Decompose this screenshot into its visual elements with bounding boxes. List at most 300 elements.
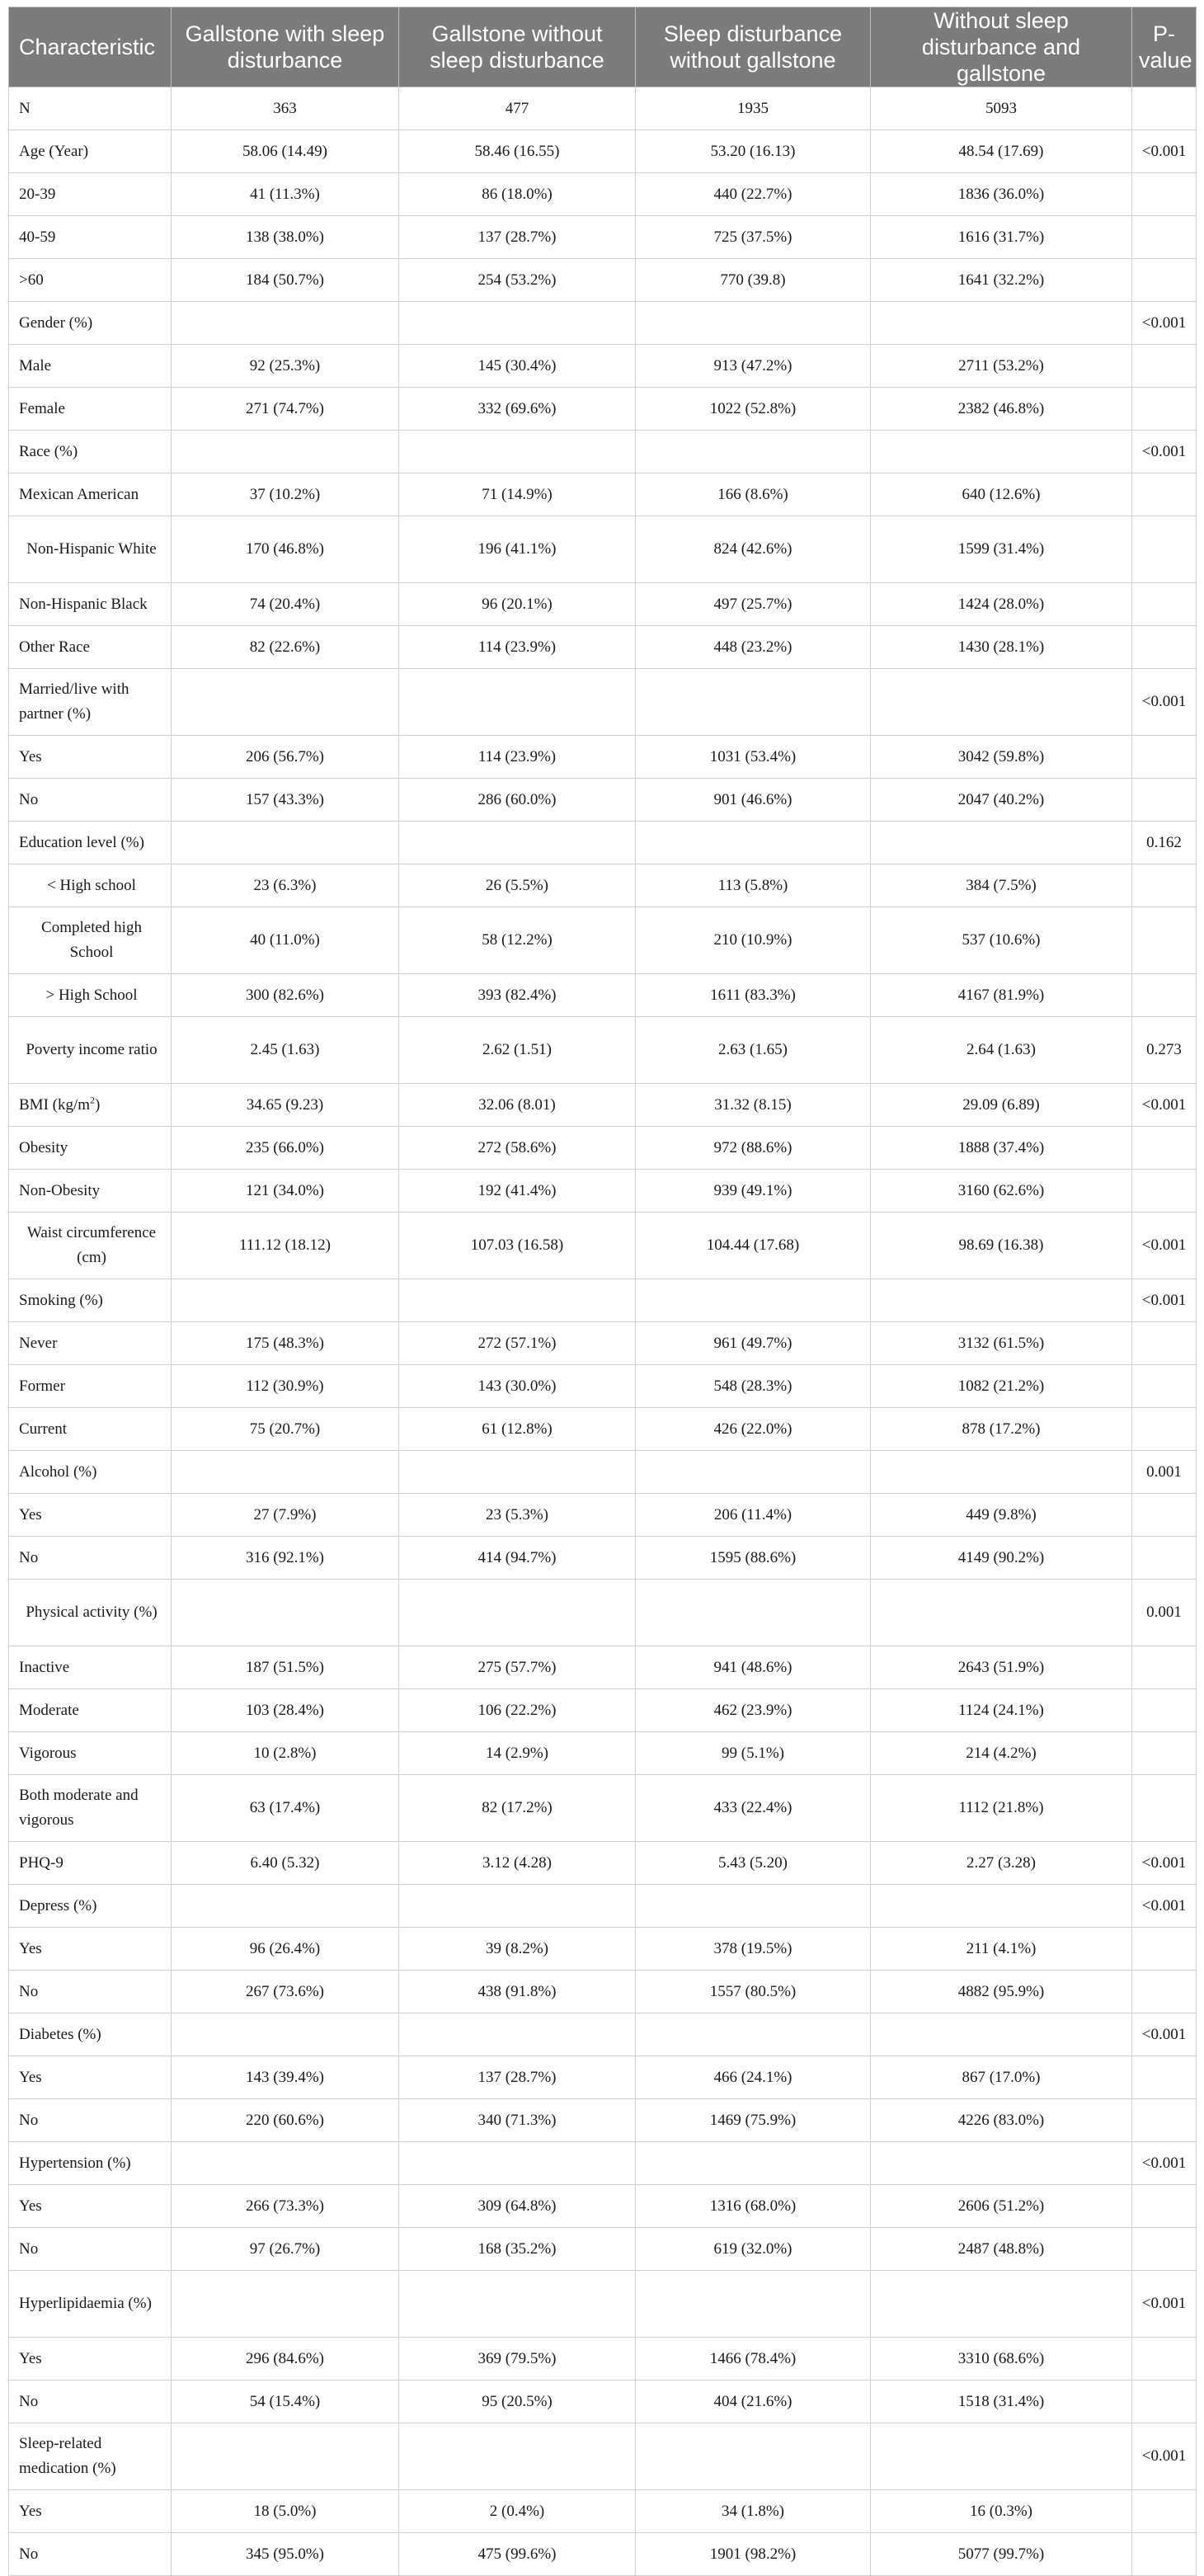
value-cell-v3: 1901 (98.2%)	[636, 2533, 871, 2576]
table-row	[9, 431, 1197, 473]
p-value-cell: <0.001	[1132, 2142, 1197, 2185]
row-label-text: Married/live with partner (%)	[19, 680, 129, 723]
value-cell-v1: 138 (38.0%)	[172, 216, 399, 259]
value-cell-v4: 16 (0.3%)	[871, 2490, 1132, 2533]
value-cell-v2	[399, 822, 636, 864]
value-cell-v1	[172, 1885, 399, 1928]
row-label	[9, 87, 172, 130]
p-value-cell	[1132, 1971, 1197, 2013]
table-row	[9, 779, 1197, 822]
value-cell-v4: 2382 (46.8%)	[871, 388, 1132, 431]
table-row	[9, 1971, 1197, 2013]
value-cell-v3: 462 (23.9%)	[636, 1689, 871, 1732]
row-label	[9, 216, 172, 259]
value-cell-v1: 2.45 (1.63)	[172, 1017, 399, 1084]
table-row	[9, 1494, 1197, 1537]
value-cell-v2	[399, 1279, 636, 1322]
row-label-text: Obesity	[19, 1138, 68, 1156]
value-cell-v4: 878 (17.2%)	[871, 1408, 1132, 1451]
row-label	[9, 2142, 172, 2185]
row-label	[9, 822, 172, 864]
characteristics-table	[8, 7, 1197, 2576]
table-row	[9, 1689, 1197, 1732]
value-cell-v3: 1469 (75.9%)	[636, 2099, 871, 2142]
p-value-cell	[1132, 2056, 1197, 2099]
row-label-text: Hypertension (%)	[19, 2154, 131, 2172]
value-cell-v4: 640 (12.6%)	[871, 473, 1132, 516]
value-cell-v3: 5.43 (5.20)	[636, 1842, 871, 1885]
value-cell-v3	[636, 2423, 871, 2490]
p-value-cell	[1132, 583, 1197, 626]
row-label-text: Non-Obesity	[19, 1181, 101, 1199]
value-cell-v4: 4167 (81.9%)	[871, 974, 1132, 1017]
value-cell-v2: 26 (5.5%)	[399, 864, 636, 907]
row-label-text: < High school	[47, 876, 136, 894]
row-label	[9, 1775, 172, 1842]
value-cell-v3: 939 (49.1%)	[636, 1170, 871, 1213]
value-cell-v2: 272 (58.6%)	[399, 1127, 636, 1170]
row-label-text: 40-59	[19, 228, 56, 246]
value-cell-v2: 86 (18.0%)	[399, 173, 636, 216]
value-cell-v4: 1836 (36.0%)	[871, 173, 1132, 216]
table-row	[9, 1451, 1197, 1494]
value-cell-v4: 4882 (95.9%)	[871, 1971, 1132, 2013]
table-row	[9, 2185, 1197, 2228]
row-label	[9, 1170, 172, 1213]
value-cell-v1: 266 (73.3%)	[172, 2185, 399, 2228]
table-row	[9, 1279, 1197, 1322]
p-value-cell: <0.001	[1132, 1279, 1197, 1322]
row-label-text: Physical activity (%)	[26, 1604, 158, 1621]
value-cell-v3: 99 (5.1%)	[636, 1732, 871, 1775]
row-label-text: Current	[19, 1420, 68, 1438]
value-cell-v1: 112 (30.9%)	[172, 1365, 399, 1408]
value-cell-v1: 187 (51.5%)	[172, 1646, 399, 1689]
row-label-text: Smoking (%)	[19, 1291, 103, 1309]
value-cell-v3: 113 (5.8%)	[636, 864, 871, 907]
row-label-text: No	[19, 2392, 39, 2410]
value-cell-v4: 1518 (31.4%)	[871, 2381, 1132, 2423]
value-cell-v1: 6.40 (5.32)	[172, 1842, 399, 1885]
header-characteristic: Characteristic	[9, 7, 172, 87]
value-cell-v2: 2.62 (1.51)	[399, 1017, 636, 1084]
p-value-cell	[1132, 1170, 1197, 1213]
value-cell-v1: 271 (74.7%)	[172, 388, 399, 431]
table-row	[9, 1365, 1197, 1408]
p-value-cell: <0.001	[1132, 431, 1197, 473]
header-gallstone-with-sleep: Gallstone with sleep disturbance	[172, 7, 399, 87]
row-label-text: Gender (%)	[19, 313, 93, 332]
table-row	[9, 1580, 1197, 1646]
value-cell-v1: 345 (95.0%)	[172, 2533, 399, 2576]
value-cell-v4	[871, 822, 1132, 864]
row-label-text: 20-39	[19, 185, 56, 203]
value-cell-v3: 961 (49.7%)	[636, 1322, 871, 1365]
row-label-text: Education level (%)	[19, 833, 144, 851]
value-cell-v3: 31.32 (8.15)	[636, 1084, 871, 1127]
row-label	[9, 516, 172, 583]
p-value-cell	[1132, 388, 1197, 431]
row-label-text: Sleep-related medication (%)	[19, 2435, 116, 2477]
row-label	[9, 2099, 172, 2142]
value-cell-v4: 1112 (21.8%)	[871, 1775, 1132, 1842]
table-row	[9, 2490, 1197, 2533]
value-cell-v3: 972 (88.6%)	[636, 1127, 871, 1170]
row-label-text: > High School	[45, 986, 138, 1004]
row-label	[9, 669, 172, 736]
p-value-cell	[1132, 1646, 1197, 1689]
value-cell-v2: 414 (94.7%)	[399, 1537, 636, 1580]
value-cell-v3	[636, 1279, 871, 1322]
p-value-cell	[1132, 1494, 1197, 1537]
p-value-cell: <0.001	[1132, 1885, 1197, 1928]
value-cell-v2: 82 (17.2%)	[399, 1775, 636, 1842]
row-label-text: PHQ-9	[19, 1853, 63, 1872]
value-cell-v1: 92 (25.3%)	[172, 345, 399, 388]
p-value-cell	[1132, 2338, 1197, 2381]
value-cell-v3: 440 (22.7%)	[636, 173, 871, 216]
value-cell-v2: 192 (41.4%)	[399, 1170, 636, 1213]
value-cell-v1	[172, 1279, 399, 1322]
value-cell-v4: 384 (7.5%)	[871, 864, 1132, 907]
table-row	[9, 1732, 1197, 1775]
value-cell-v4: 29.09 (6.89)	[871, 1084, 1132, 1127]
value-cell-v3: 206 (11.4%)	[636, 1494, 871, 1537]
p-value-cell	[1132, 1322, 1197, 1365]
value-cell-v1: 235 (66.0%)	[172, 1127, 399, 1170]
value-cell-v4: 214 (4.2%)	[871, 1732, 1132, 1775]
value-cell-v1	[172, 1580, 399, 1646]
value-cell-v3	[636, 2013, 871, 2056]
p-value-cell	[1132, 779, 1197, 822]
p-value-cell	[1132, 173, 1197, 216]
value-cell-v2: 477	[399, 87, 636, 130]
value-cell-v1: 175 (48.3%)	[172, 1322, 399, 1365]
value-cell-v3: 913 (47.2%)	[636, 345, 871, 388]
value-cell-v4: 1430 (28.1%)	[871, 626, 1132, 669]
row-label	[9, 736, 172, 779]
table-row	[9, 2056, 1197, 2099]
row-label-text: Diabetes (%)	[19, 2025, 101, 2043]
value-cell-v4: 1616 (31.7%)	[871, 216, 1132, 259]
value-cell-v2	[399, 302, 636, 345]
p-value-cell	[1132, 473, 1197, 516]
row-label-text: No	[19, 1548, 39, 1566]
value-cell-v3: 548 (28.3%)	[636, 1365, 871, 1408]
value-cell-v4	[871, 2423, 1132, 2490]
row-label-text: Yes	[19, 1939, 42, 1957]
value-cell-v4: 449 (9.8%)	[871, 1494, 1132, 1537]
table-row	[9, 864, 1197, 907]
value-cell-v4	[871, 1279, 1132, 1322]
value-cell-v4	[871, 669, 1132, 736]
p-value-cell	[1132, 1732, 1197, 1775]
value-cell-v1: 54 (15.4%)	[172, 2381, 399, 2423]
value-cell-v2: 196 (41.1%)	[399, 516, 636, 583]
row-label	[9, 1842, 172, 1885]
p-value-cell	[1132, 1365, 1197, 1408]
table-row	[9, 87, 1197, 130]
value-cell-v1: 34.65 (9.23)	[172, 1084, 399, 1127]
row-label-text: Inactive	[19, 1658, 70, 1676]
value-cell-v3: 1557 (80.5%)	[636, 1971, 871, 2013]
value-cell-v4: 2643 (51.9%)	[871, 1646, 1132, 1689]
table-row	[9, 302, 1197, 345]
row-label-text: Yes	[19, 2349, 42, 2367]
table-row	[9, 1885, 1197, 1928]
row-label-text: Vigorous	[19, 1744, 77, 1762]
row-label	[9, 2228, 172, 2271]
table-row	[9, 1646, 1197, 1689]
p-value-cell	[1132, 974, 1197, 1017]
row-label-text: No	[19, 790, 39, 808]
table-row	[9, 1170, 1197, 1213]
row-label-text: Non-Hispanic White	[26, 540, 157, 558]
value-cell-v2: 438 (91.8%)	[399, 1971, 636, 2013]
value-cell-v3: 1611 (83.3%)	[636, 974, 871, 1017]
row-label	[9, 864, 172, 907]
p-value-cell	[1132, 2099, 1197, 2142]
table-row	[9, 1775, 1197, 1842]
row-label-text: Race (%)	[19, 442, 78, 460]
value-cell-v2: 114 (23.9%)	[399, 626, 636, 669]
value-cell-v2: 95 (20.5%)	[399, 2381, 636, 2423]
row-label-text: Other Race	[19, 638, 90, 656]
row-label	[9, 1928, 172, 1971]
row-label	[9, 1084, 172, 1127]
value-cell-v1: 267 (73.6%)	[172, 1971, 399, 2013]
value-cell-v4: 2.27 (3.28)	[871, 1842, 1132, 1885]
row-label-text: Non-Hispanic Black	[19, 595, 148, 613]
row-label-superscript: 2	[90, 1094, 96, 1106]
value-cell-v1: 121 (34.0%)	[172, 1170, 399, 1213]
row-label	[9, 2533, 172, 2576]
p-value-cell: 0.001	[1132, 1580, 1197, 1646]
p-value-cell: <0.001	[1132, 2423, 1197, 2490]
value-cell-v4: 1599 (31.4%)	[871, 516, 1132, 583]
p-value-cell: <0.001	[1132, 130, 1197, 173]
row-label	[9, 626, 172, 669]
table-row	[9, 345, 1197, 388]
row-label-text: Yes	[19, 2502, 42, 2520]
table-row	[9, 1842, 1197, 1885]
value-cell-v3: 1031 (53.4%)	[636, 736, 871, 779]
value-cell-v2: 106 (22.2%)	[399, 1689, 636, 1732]
row-label-text: Yes	[19, 2197, 42, 2215]
p-value-cell	[1132, 1928, 1197, 1971]
row-label	[9, 1017, 172, 1084]
value-cell-v3	[636, 1885, 871, 1928]
p-value-cell	[1132, 1127, 1197, 1170]
table-row	[9, 1322, 1197, 1365]
row-label-suffix: )	[95, 1095, 101, 1114]
row-label-text: Former	[19, 1377, 65, 1395]
row-label-text: No	[19, 2111, 39, 2129]
row-label	[9, 1213, 172, 1279]
value-cell-v3	[636, 431, 871, 473]
table-row	[9, 2381, 1197, 2423]
table-row	[9, 2142, 1197, 2185]
p-value-cell	[1132, 736, 1197, 779]
row-label-text: Mexican American	[19, 485, 139, 503]
value-cell-v3: 770 (39.8)	[636, 259, 871, 302]
p-value-cell: <0.001	[1132, 2013, 1197, 2056]
row-label	[9, 2056, 172, 2099]
table-row	[9, 626, 1197, 669]
value-cell-v1: 40 (11.0%)	[172, 907, 399, 974]
value-cell-v3: 619 (32.0%)	[636, 2228, 871, 2271]
value-cell-v4	[871, 2271, 1132, 2338]
value-cell-v4	[871, 2142, 1132, 2185]
value-cell-v1	[172, 822, 399, 864]
table-row	[9, 583, 1197, 626]
p-value-cell: <0.001	[1132, 1084, 1197, 1127]
value-cell-v2	[399, 431, 636, 473]
table-row	[9, 1928, 1197, 1971]
value-cell-v1: 18 (5.0%)	[172, 2490, 399, 2533]
value-cell-v1: 97 (26.7%)	[172, 2228, 399, 2271]
value-cell-v1	[172, 2013, 399, 2056]
value-cell-v3: 1316 (68.0%)	[636, 2185, 871, 2228]
value-cell-v3: 824 (42.6%)	[636, 516, 871, 583]
value-cell-v2: 58 (12.2%)	[399, 907, 636, 974]
table-row	[9, 1127, 1197, 1170]
value-cell-v2: 275 (57.7%)	[399, 1646, 636, 1689]
p-value-cell: <0.001	[1132, 1842, 1197, 1885]
value-cell-v1: 206 (56.7%)	[172, 736, 399, 779]
value-cell-v3: 497 (25.7%)	[636, 583, 871, 626]
value-cell-v1	[172, 1451, 399, 1494]
p-value-cell	[1132, 864, 1197, 907]
value-cell-v2: 272 (57.1%)	[399, 1322, 636, 1365]
value-cell-v4	[871, 302, 1132, 345]
p-value-cell	[1132, 516, 1197, 583]
value-cell-v1: 10 (2.8%)	[172, 1732, 399, 1775]
value-cell-v2: 3.12 (4.28)	[399, 1842, 636, 1885]
value-cell-v1: 75 (20.7%)	[172, 1408, 399, 1451]
table-row	[9, 216, 1197, 259]
header-p-value: P-value	[1132, 7, 1197, 87]
value-cell-v3: 1595 (88.6%)	[636, 1537, 871, 1580]
value-cell-v4: 1424 (28.0%)	[871, 583, 1132, 626]
row-label	[9, 1322, 172, 1365]
value-cell-v4	[871, 2013, 1132, 2056]
row-label	[9, 130, 172, 173]
table-row	[9, 2533, 1197, 2576]
value-cell-v1: 170 (46.8%)	[172, 516, 399, 583]
value-cell-v2	[399, 669, 636, 736]
p-value-cell	[1132, 907, 1197, 974]
row-label-text: Yes	[19, 2068, 42, 2086]
value-cell-v2: 61 (12.8%)	[399, 1408, 636, 1451]
row-label	[9, 1365, 172, 1408]
value-cell-v1: 296 (84.6%)	[172, 2338, 399, 2381]
p-value-cell	[1132, 2228, 1197, 2271]
value-cell-v3: 378 (19.5%)	[636, 1928, 871, 1971]
p-value-cell	[1132, 2533, 1197, 2576]
value-cell-v4: 3042 (59.8%)	[871, 736, 1132, 779]
table-body	[9, 87, 1197, 2576]
value-cell-v1	[172, 2271, 399, 2338]
table-row	[9, 516, 1197, 583]
row-label-text: BMI (kg/m	[19, 1095, 91, 1114]
table-row	[9, 907, 1197, 974]
p-value-cell: <0.001	[1132, 2271, 1197, 2338]
value-cell-v3	[636, 1451, 871, 1494]
value-cell-v3: 426 (22.0%)	[636, 1408, 871, 1451]
value-cell-v2: 145 (30.4%)	[399, 345, 636, 388]
value-cell-v3: 166 (8.6%)	[636, 473, 871, 516]
value-cell-v4: 5093	[871, 87, 1132, 130]
value-cell-v3: 2.63 (1.65)	[636, 1017, 871, 1084]
table-row	[9, 822, 1197, 864]
value-cell-v3	[636, 822, 871, 864]
row-label	[9, 302, 172, 345]
table-row	[9, 259, 1197, 302]
row-label	[9, 1127, 172, 1170]
value-cell-v1	[172, 302, 399, 345]
p-value-cell: <0.001	[1132, 669, 1197, 736]
value-cell-v1: 23 (6.3%)	[172, 864, 399, 907]
value-cell-v2: 475 (99.6%)	[399, 2533, 636, 2576]
value-cell-v2: 137 (28.7%)	[399, 216, 636, 259]
header-sleep-without-gallstone: Sleep disturbance without gallstone	[636, 7, 871, 87]
p-value-cell	[1132, 87, 1197, 130]
value-cell-v3: 1466 (78.4%)	[636, 2338, 871, 2381]
row-label	[9, 259, 172, 302]
value-cell-v2	[399, 1451, 636, 1494]
row-label-text: Both moderate and vigorous	[19, 1787, 139, 1829]
table-row	[9, 669, 1197, 736]
row-label	[9, 1732, 172, 1775]
value-cell-v2: 340 (71.3%)	[399, 2099, 636, 2142]
value-cell-v1: 363	[172, 87, 399, 130]
row-label-text: N	[19, 99, 31, 117]
row-label	[9, 388, 172, 431]
row-label	[9, 431, 172, 473]
row-label	[9, 173, 172, 216]
row-label	[9, 2381, 172, 2423]
value-cell-v3: 941 (48.6%)	[636, 1646, 871, 1689]
value-cell-v2	[399, 2423, 636, 2490]
row-label	[9, 974, 172, 1017]
value-cell-v3: 433 (22.4%)	[636, 1775, 871, 1842]
value-cell-v4	[871, 1451, 1132, 1494]
row-label	[9, 473, 172, 516]
p-value-cell	[1132, 1689, 1197, 1732]
p-value-cell	[1132, 1408, 1197, 1451]
row-label-text: Female	[19, 399, 65, 417]
value-cell-v4: 1888 (37.4%)	[871, 1127, 1132, 1170]
row-label	[9, 1971, 172, 2013]
row-label	[9, 345, 172, 388]
table-row	[9, 2013, 1197, 2056]
value-cell-v2: 71 (14.9%)	[399, 473, 636, 516]
table-row	[9, 1408, 1197, 1451]
value-cell-v4: 2487 (48.8%)	[871, 2228, 1132, 2271]
value-cell-v1: 143 (39.4%)	[172, 2056, 399, 2099]
value-cell-v1: 74 (20.4%)	[172, 583, 399, 626]
row-label-text: Moderate	[19, 1701, 79, 1719]
value-cell-v1: 300 (82.6%)	[172, 974, 399, 1017]
p-value-cell	[1132, 345, 1197, 388]
value-cell-v1: 157 (43.3%)	[172, 779, 399, 822]
value-cell-v3	[636, 669, 871, 736]
row-label	[9, 1689, 172, 1732]
value-cell-v1: 111.12 (18.12)	[172, 1213, 399, 1279]
value-cell-v4: 211 (4.1%)	[871, 1928, 1132, 1971]
table-row	[9, 1084, 1197, 1127]
